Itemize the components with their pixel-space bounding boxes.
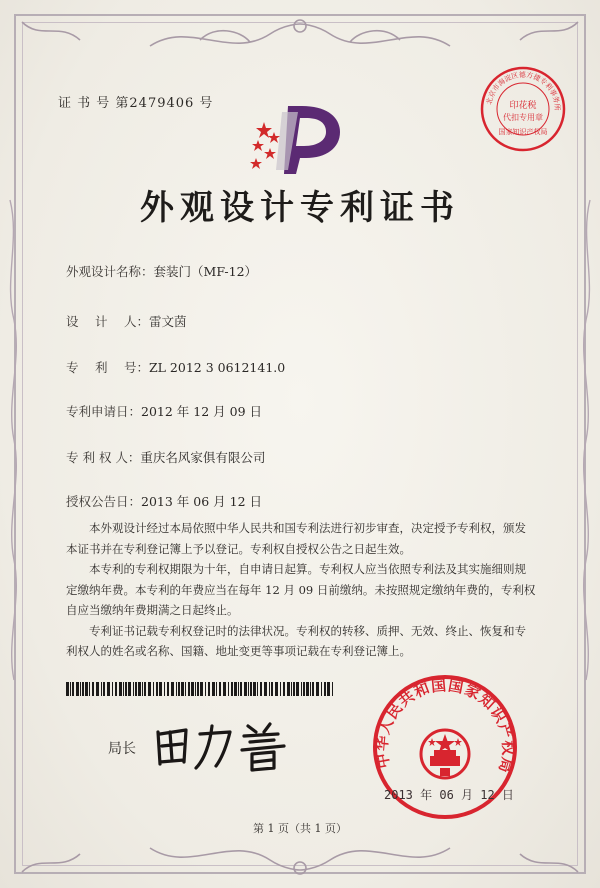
barcode-bar [125, 682, 127, 696]
barcode-bar [167, 682, 169, 696]
barcode-bar [92, 682, 94, 696]
field-application-date [66, 402, 262, 420]
field-patent-number [66, 358, 285, 376]
body-paragraph: 专利证书记载专利权登记时的法律状况。专利权的转移、质押、无效、终止、恢复和专利权人的姓名或名称、国籍、地址变更等事项记载在专利登记簿上。 [66, 623, 526, 658]
certificate-number: 证 书 号 第2479406 号 [58, 96, 214, 111]
field-patentee [66, 448, 265, 466]
barcode-bar [135, 682, 137, 696]
field-value: 重庆名风家俱有限公司 [140, 450, 266, 465]
field-value: 2013 年 06 月 12 日 [141, 494, 263, 509]
right-ornament [570, 0, 600, 888]
barcode-bar [82, 682, 84, 696]
barcode-bar [223, 682, 226, 696]
seal-date: 2013 年 06 月 12 日 [384, 788, 514, 802]
page-number: 第 1 页（共 1 页） [253, 822, 347, 835]
barcode-bar [327, 682, 330, 696]
barcode-bar [301, 682, 302, 696]
seal-center-text: 印花税 [509, 101, 537, 111]
field-label: 授权公告日： [66, 494, 142, 509]
body-paragraph: 本专利的专利权期限为十年，自申请日起算。专利权人应当依照专利法及其实施细则规定缴纳年费。本专利的年费应当在每年 12 月 09 日前缴纳。未按照规定缴纳年费的，专利权自应当缴纳年费期满之日起终止。 [66, 562, 536, 617]
director-label: 局长 [108, 741, 136, 757]
body-paragraph: 本外观设计经过本局依照中华人民共和国专利法进行初步审查，决定授予专利权，颁发本证书并在专利登记簿上予以登记。专利权自授权公告之日起生效。 [66, 521, 526, 556]
bottom-ornament [0, 828, 600, 888]
barcode-bar [240, 682, 242, 696]
barcode-bar [119, 682, 122, 696]
barcode-bar [72, 682, 74, 696]
barcode-bar [269, 682, 270, 696]
barcode-bar [244, 682, 247, 696]
barcode-bar [200, 682, 203, 696]
field-value: ZL 2012 3 0612141.0 [148, 360, 286, 375]
barcode-bar [107, 682, 110, 696]
barcode-bar [332, 682, 333, 696]
barcode-bar [89, 682, 90, 696]
barcode-bar [260, 682, 262, 696]
barcode-bar [248, 682, 249, 696]
barcode-bar [208, 682, 210, 696]
barcode-bar [101, 682, 102, 696]
barcode-bar [76, 682, 79, 696]
barcode-bar [253, 682, 256, 696]
barcode-bar [316, 682, 319, 696]
barcode-bar [112, 682, 113, 696]
barcode-bar [178, 682, 180, 696]
field-label: 专 利 权 人： [66, 450, 141, 465]
tax-seal-icon [478, 64, 568, 154]
barcode-bar [197, 682, 199, 696]
field-value: 2012 年 12 月 09 日 [141, 404, 263, 419]
barcode-bar [212, 682, 215, 696]
barcode-bar [159, 682, 162, 696]
barcode-bar [96, 682, 99, 696]
seal-center-text: 代扣专用章 [503, 113, 543, 122]
barcode-bar [264, 682, 267, 696]
field-designer [66, 312, 186, 330]
barcode-bar [257, 682, 258, 696]
barcode-bar [176, 682, 177, 696]
barcode-bar [312, 682, 314, 696]
barcode-bar [188, 682, 190, 696]
barcode-bar [171, 682, 174, 696]
barcode-bar [287, 682, 290, 696]
certificate-title: 外观设计专利证书 [140, 188, 460, 228]
barcode-bar [142, 682, 143, 696]
barcode-bar [321, 682, 322, 696]
barcode-bar [103, 682, 105, 696]
barcode-bar [291, 682, 292, 696]
barcode-bar [115, 682, 117, 696]
patent-office-logo-icon [244, 100, 354, 180]
field-grant-date [66, 492, 262, 510]
barcode-bar [185, 682, 186, 696]
barcode-bar [153, 682, 154, 696]
top-ornament [0, 0, 600, 70]
barcode-bar [310, 682, 311, 696]
barcode-bar [156, 682, 158, 696]
barcode-icon [66, 682, 336, 696]
field-label: 设 计 人： [66, 314, 149, 329]
barcode-bar [123, 682, 124, 696]
field-value: 雷文茵 [148, 314, 187, 329]
certificate-body [66, 518, 536, 662]
barcode-bar [66, 682, 69, 696]
barcode-bar [234, 682, 237, 696]
field-design-name [66, 262, 257, 280]
barcode-bar [144, 682, 146, 696]
seal-ring-text: 中华人民共和国国家知识产权局 [372, 676, 518, 776]
barcode-bar [164, 682, 165, 696]
barcode-bar [250, 682, 252, 696]
seal-ring-text: 北京市海淀区德方捷专利事务所 [485, 70, 562, 111]
field-label: 外观设计名称： [66, 264, 154, 279]
barcode-bar [138, 682, 141, 696]
barcode-bar [70, 682, 71, 696]
field-label: 专利申请日： [66, 404, 142, 419]
barcode-bar [181, 682, 184, 696]
barcode-bar [128, 682, 131, 696]
barcode-bar [303, 682, 305, 696]
barcode-bar [280, 682, 281, 696]
left-ornament [0, 0, 30, 888]
barcode-bar [219, 682, 221, 696]
barcode-bar [296, 682, 299, 696]
barcode-bar [271, 682, 273, 696]
barcode-bar [85, 682, 88, 696]
barcode-bar [195, 682, 196, 696]
barcode-bar [283, 682, 285, 696]
barcode-bar [275, 682, 278, 696]
barcode-bar [231, 682, 233, 696]
barcode-bar [293, 682, 295, 696]
barcode-bar [191, 682, 194, 696]
barcode-bar [80, 682, 81, 696]
field-label: 专 利 号： [66, 360, 149, 375]
barcode-bar [306, 682, 309, 696]
director-signature [152, 716, 292, 776]
barcode-bar [228, 682, 229, 696]
field-value: 套装门（MF-12） [153, 264, 258, 279]
barcode-bar [238, 682, 239, 696]
barcode-bar [216, 682, 217, 696]
seal-bottom-text: 国家知识产权局 [498, 128, 548, 136]
barcode-bar [148, 682, 151, 696]
barcode-bar [205, 682, 206, 696]
barcode-bar [133, 682, 134, 696]
barcode-bar [324, 682, 326, 696]
national-emblem-icon [421, 730, 469, 778]
